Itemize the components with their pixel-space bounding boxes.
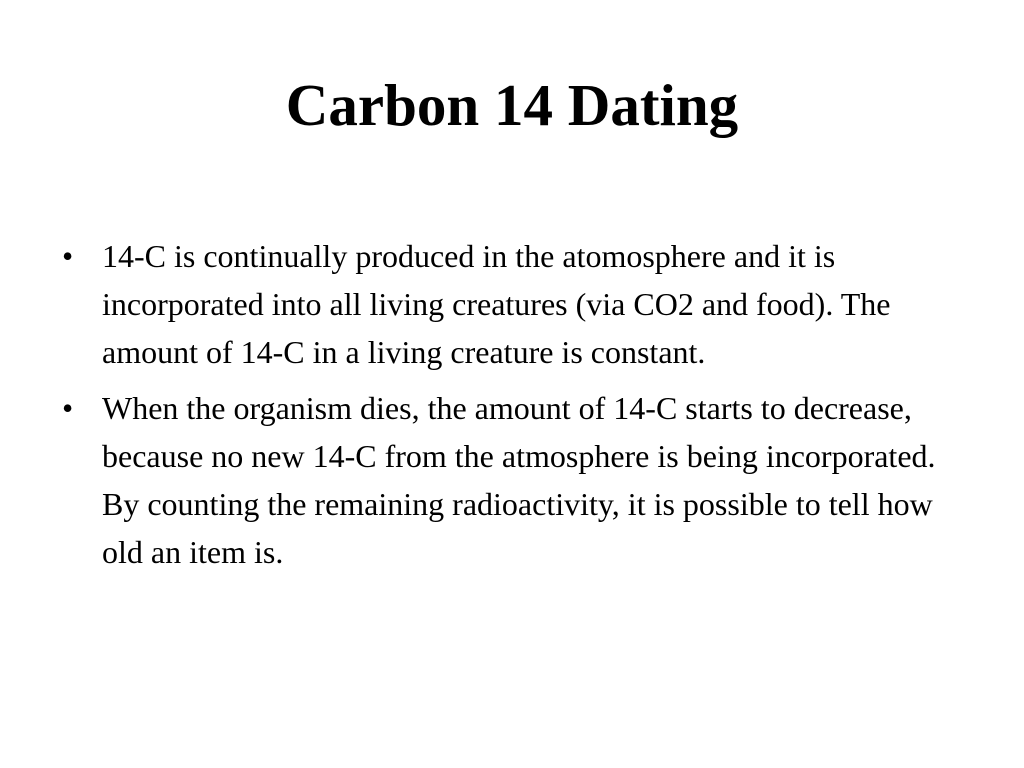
bullet-item bbox=[62, 384, 942, 576]
bullet-text: 14-C is continually produced in the atomosphere and it is incorporated into all living creatures (via CO2 and food). The amount of 14-C in a living creature is constant. bbox=[102, 238, 891, 370]
bullet-icon: • bbox=[62, 390, 74, 426]
bullet-text: When the organism dies, the amount of 14-C starts to decrease, because no new 14-C from the atmosphere is being incorporated. By counting the remaining radioactivity, it is possible to tell how old an item is. bbox=[102, 390, 936, 570]
slide-title: Carbon 14 Dating bbox=[285, 72, 739, 138]
bullet-item bbox=[62, 232, 942, 376]
bullet-list bbox=[62, 232, 942, 584]
bullet-icon: • bbox=[62, 238, 74, 274]
